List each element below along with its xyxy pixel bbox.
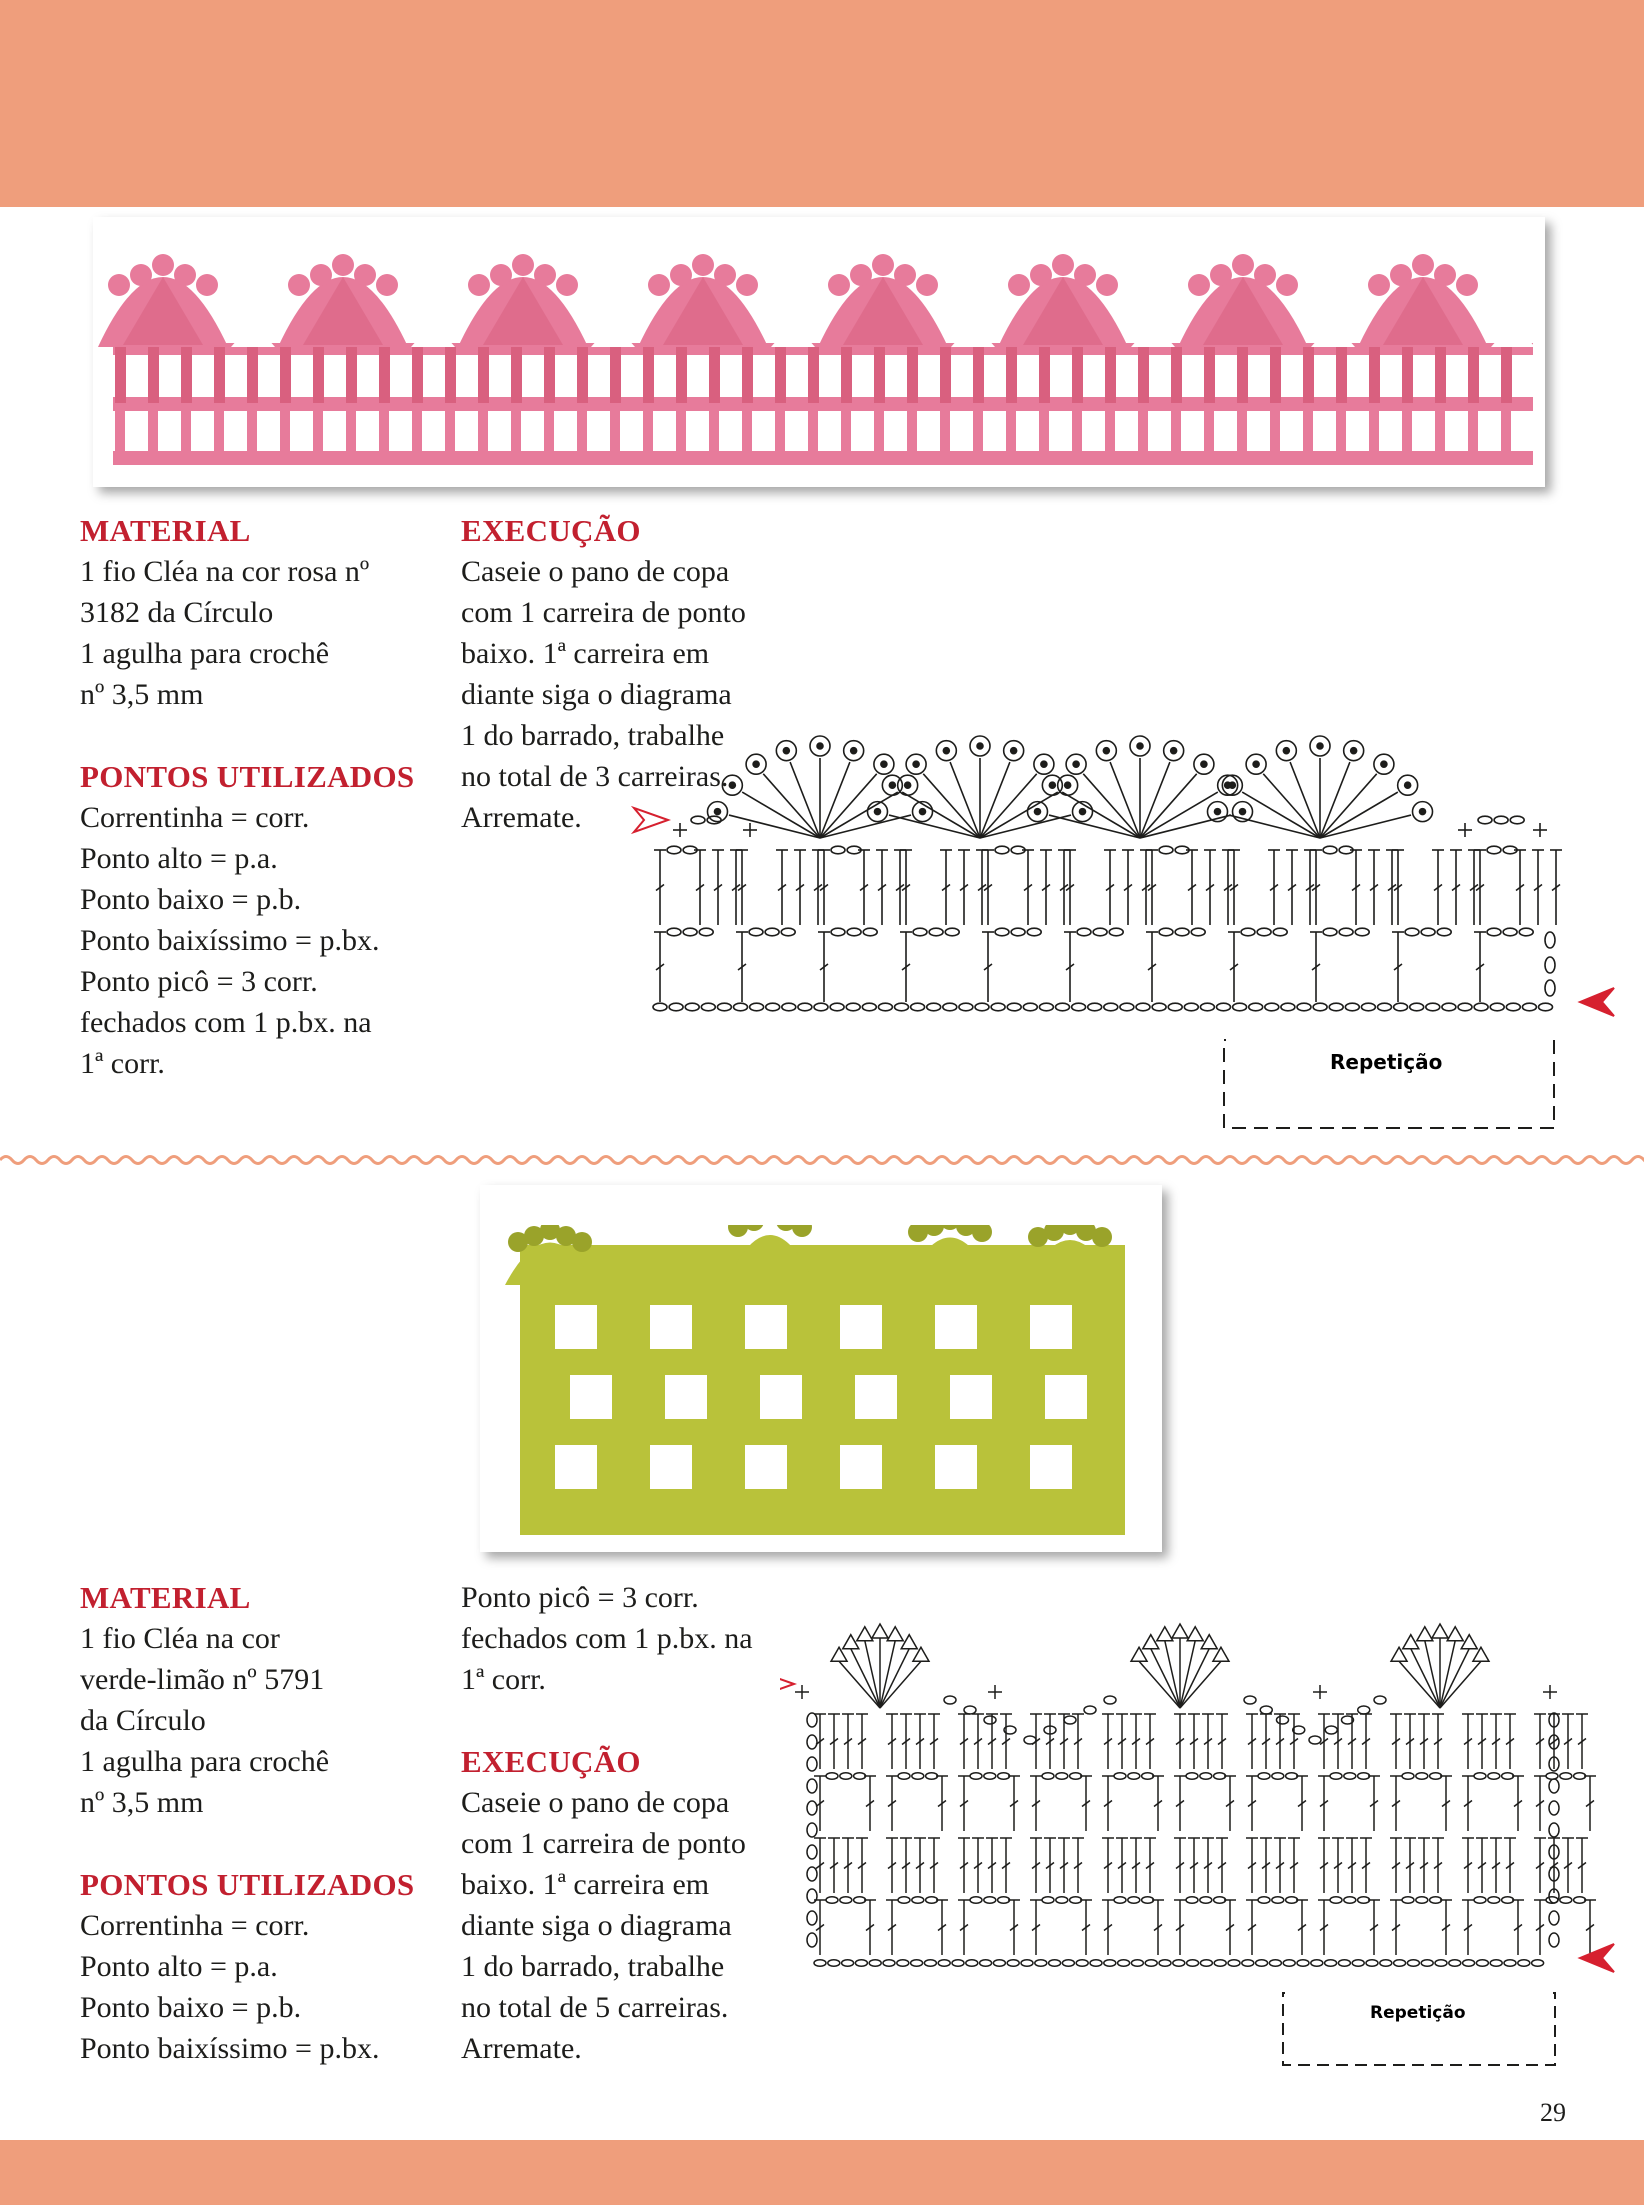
execucao-line: com 1 carreira de ponto xyxy=(461,596,746,629)
pattern1-material-column xyxy=(80,510,440,1084)
material-line: nº 3,5 mm xyxy=(80,678,204,711)
execucao-line: Arremate. xyxy=(461,801,582,834)
execucao-heading: EXECUÇÃO xyxy=(461,1744,641,1779)
pontos-line: Ponto picô = 3 corr. xyxy=(461,1581,699,1614)
material-line: 1 fio Cléa na cor rosa nº xyxy=(80,555,370,588)
material-line: nº 3,5 mm xyxy=(80,1786,204,1819)
pontos-line: Ponto baixo = p.b. xyxy=(80,1991,302,2024)
material-heading: MATERIAL xyxy=(80,513,251,548)
execucao-line: baixo. 1ª carreira em xyxy=(461,1868,710,1901)
material-line: 1 fio Cléa na cor xyxy=(80,1622,280,1655)
page-number: 29 xyxy=(1540,2098,1566,2127)
repeat-label: Repetição xyxy=(1330,1050,1443,1074)
execucao-line: Caseie o pano de copa xyxy=(461,1786,730,1819)
execucao-line: diante siga o diagrama xyxy=(461,678,732,711)
material-heading: MATERIAL xyxy=(80,1580,251,1615)
pattern2-material-column xyxy=(80,1577,440,2069)
execucao-line: 1 do barrado, trabalhe xyxy=(461,1950,725,1983)
pontos-heading: PONTOS UTILIZADOS xyxy=(80,759,415,794)
pattern2-execucao-column xyxy=(461,1577,801,2069)
material-line: 1 agulha para crochê xyxy=(80,637,330,670)
top-color-band xyxy=(0,0,1644,207)
execucao-line: 1 do barrado, trabalhe xyxy=(461,719,725,752)
pontos-line: Ponto baixo = p.b. xyxy=(80,883,302,916)
pontos-line: 1ª corr. xyxy=(80,1047,165,1080)
pattern1-crochet-diagram xyxy=(620,720,1630,1140)
execucao-line: no total de 3 carreiras. xyxy=(461,760,729,793)
material-line: 1 agulha para crochê xyxy=(80,1745,330,1778)
material-line: verde-limão nº 5791 xyxy=(80,1663,325,1696)
pontos-line: Ponto baixíssimo = p.bx. xyxy=(80,2032,380,2065)
pontos-line: Ponto alto = p.a. xyxy=(80,1950,278,1983)
section-divider xyxy=(0,1150,1644,1170)
execucao-line: diante siga o diagrama xyxy=(461,1909,732,1942)
pontos-line: Ponto picô = 3 corr. xyxy=(80,965,318,998)
pontos-line: fechados com 1 p.bx. na xyxy=(461,1622,753,1655)
pontos-heading: PONTOS UTILIZADOS xyxy=(80,1867,415,1902)
execucao-line: baixo. 1ª carreira em xyxy=(461,637,710,670)
green-border-photo xyxy=(480,1185,1162,1552)
execucao-line: Caseie o pano de copa xyxy=(461,555,730,588)
pattern2-crochet-diagram xyxy=(780,1600,1630,2080)
execucao-line: com 1 carreira de ponto xyxy=(461,1827,746,1860)
repeat-label: Repetição xyxy=(1370,2003,1466,2023)
pontos-line: Correntinha = corr. xyxy=(80,1909,310,1942)
pontos-line: 1ª corr. xyxy=(461,1663,546,1696)
pink-border-photo xyxy=(93,217,1545,487)
execucao-heading: EXECUÇÃO xyxy=(461,513,641,548)
material-line: 3182 da Círculo xyxy=(80,596,274,629)
pontos-line: Ponto alto = p.a. xyxy=(80,842,278,875)
pontos-line: fechados com 1 p.bx. na xyxy=(80,1006,372,1039)
pontos-line: Correntinha = corr. xyxy=(80,801,310,834)
material-line: da Círculo xyxy=(80,1704,206,1737)
bottom-color-band xyxy=(0,2140,1644,2205)
pontos-line: Ponto baixíssimo = p.bx. xyxy=(80,924,380,957)
execucao-line: Arremate. xyxy=(461,2032,582,2065)
execucao-line: no total de 5 carreiras. xyxy=(461,1991,729,2024)
